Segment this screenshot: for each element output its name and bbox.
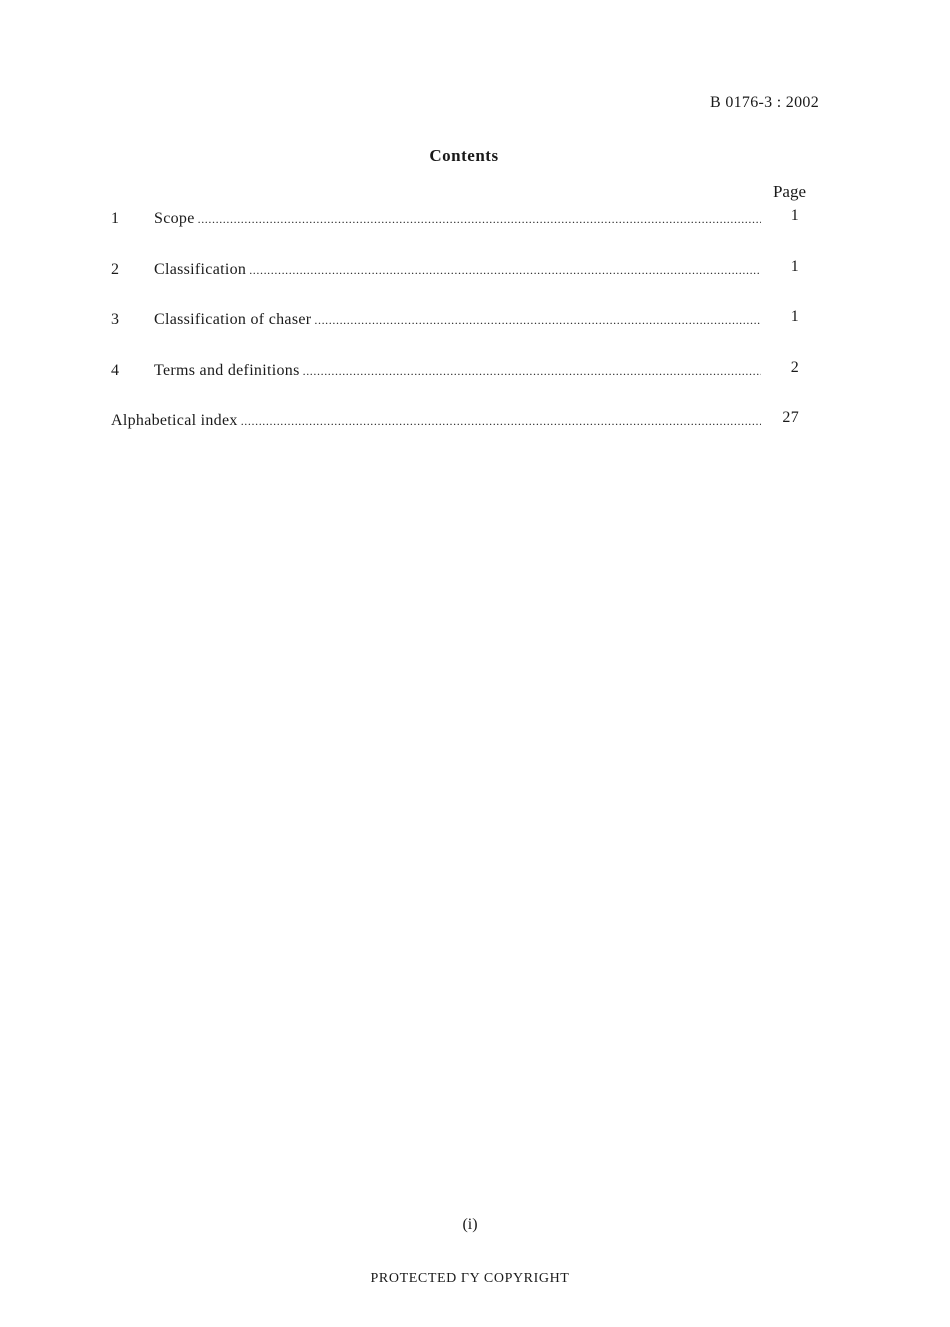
table-of-contents [111,207,811,463]
toc-entry-title[interactable]: Scope [154,210,195,227]
toc-entry-leader [154,311,761,329]
toc-entry-leader [111,412,761,430]
contents-title: Contents [429,146,499,165]
toc-entry-title[interactable]: Classification of chaser [154,311,312,328]
toc-entry-alphabetical-index[interactable] [111,409,811,434]
toc-entry-title[interactable]: Classification [154,260,247,278]
toc-entry-leader [154,362,761,380]
toc-entry-number: 1 [111,210,120,227]
toc-entry-title[interactable]: Terms and definitions [154,361,300,379]
page-column-header: Page [772,182,806,201]
dot-leader [241,414,761,429]
toc-entry-terms-and-definitions[interactable] [111,358,811,384]
toc-entry-leader [154,210,761,228]
toc-entry-page: 2 [790,358,799,376]
toc-entry-number: 3 [111,311,120,328]
dot-leader [198,212,761,227]
toc-entry-page: 1 [790,308,799,325]
toc-entry-title[interactable]: Alphabetical index [111,412,238,429]
toc-entry-leader [154,261,761,279]
dot-leader [314,313,761,328]
toc-entry-classification-of-chaser[interactable] [111,308,811,333]
toc-entry-number: 4 [111,361,120,379]
toc-entry-page: 27 [782,409,799,426]
toc-entry-page: 1 [790,207,799,224]
toc-entry-classification[interactable] [111,257,811,283]
copyright-notice: PROTECTED ΓY COPYRIGHT [370,1271,570,1286]
footer-page-number: (i) [462,1216,478,1233]
document-number: B 0176-3 : 2002 [710,94,819,111]
dot-leader [303,364,761,379]
toc-entry-scope[interactable] [111,207,811,232]
toc-entry-page: 1 [790,257,799,275]
toc-entry-number: 2 [111,260,120,278]
dot-leader [249,263,761,278]
